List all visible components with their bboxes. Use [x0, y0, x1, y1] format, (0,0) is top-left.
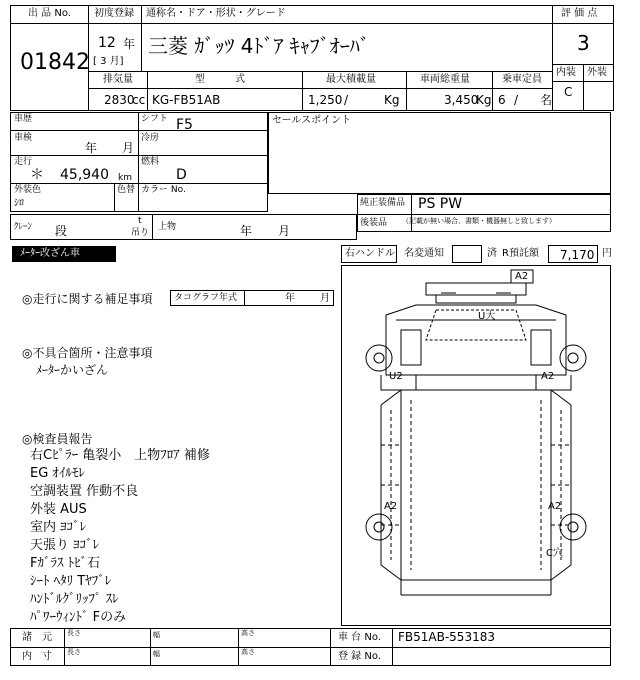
reg-year: 12: [98, 35, 116, 51]
gross-weight-unit: Kg: [476, 93, 492, 107]
mileage-unit: km: [118, 173, 132, 183]
crane-label: ｸﾚｰﾝ: [14, 222, 33, 232]
inspector-line: 室内 ﾖｺﾞﾚ: [30, 520, 87, 535]
name-label: 通称名・ドア・形状・グレード: [146, 8, 286, 19]
meter-tamper-text: ﾒｰﾀｰ改ざん車: [20, 248, 80, 259]
inspector-line: EG ｵｲﾙﾓﾚ: [30, 466, 85, 481]
body-label: 上物: [158, 222, 177, 232]
color-code-label: カラー No.: [141, 185, 186, 195]
chassis-number: FB51AB-553183: [398, 630, 495, 644]
grade-label: 評 価 点: [561, 8, 598, 19]
tachograph-year-unit: 年: [285, 293, 295, 304]
exterior-label: 外装: [587, 67, 607, 78]
inspection-year-unit: 年: [85, 141, 98, 155]
height-label: 高さ: [241, 629, 255, 637]
inspector-line: 天張り ﾖｺﾞﾚ: [30, 538, 100, 553]
interior-grade: C: [564, 85, 573, 99]
mileage-prefix: ＊: [30, 167, 44, 183]
displacement-unit: cc: [132, 93, 146, 107]
year-unit: 年: [123, 37, 136, 51]
inspection-month-unit: 月: [122, 141, 135, 155]
mileage-label: 走行: [14, 157, 33, 167]
sales-point-label: セールスポイント: [272, 115, 352, 126]
fuel-label: 燃料: [141, 157, 160, 167]
crane-stage-unit: 段: [55, 224, 68, 238]
capacity-sep: /: [344, 93, 349, 107]
body-year-unit: 年: [240, 224, 253, 238]
registration-label: 登 録 No.: [338, 651, 381, 662]
gross-weight-label: 車両総重量: [420, 74, 470, 85]
capacity-unit: Kg: [384, 93, 400, 107]
inspector-line: Fｶﾞﾗｽ ﾄﾋﾞ石: [30, 556, 101, 571]
mark-right-front: A2: [541, 371, 555, 382]
mileage-value: 45,940: [60, 167, 109, 183]
r-tax-value: 7,170: [560, 248, 595, 262]
capacity-label: 最大積載量: [326, 74, 376, 85]
reg-month: [ 3 月]: [93, 56, 124, 67]
truck-diagram: [341, 265, 611, 626]
ext-color-value: ｼﾛ: [14, 198, 24, 209]
shift-label: シフト: [141, 114, 169, 124]
inspector-heading: ◎検査員報告: [22, 432, 93, 446]
model-value: KG-FB51AB: [152, 93, 221, 107]
aircon-label: 冷房: [141, 133, 160, 143]
inner-width-label: 幅: [153, 650, 160, 658]
history-label: 車歴: [14, 114, 33, 124]
inspector-line: ﾊﾟﾜｰｳｨﾝﾄﾞ Fのみ: [30, 610, 127, 625]
factory-options-label: 純正装備品: [360, 198, 406, 208]
mark-left-rear: A2: [384, 501, 398, 512]
body-month-unit: 月: [278, 224, 291, 238]
passengers-sep: /: [514, 93, 519, 107]
aftermarket-note: （記載が無い場合、書類・機器無しと致します）: [402, 217, 556, 225]
inspector-line: 空調装置 作動不良: [30, 484, 139, 499]
grade-value: 3: [577, 31, 590, 55]
inspector-line: ｼｰﾄ ﾍﾀﾘ Tﾔﾌﾞﾚ: [30, 574, 112, 589]
reg-label: 初度登録: [94, 8, 134, 19]
r-tax-unit: 円: [602, 248, 612, 259]
title-notice-label: 名変通知: [404, 248, 444, 259]
width-label: 幅: [153, 631, 160, 639]
r-tax-label: R預託額: [502, 248, 539, 259]
inner-height-label: 高さ: [241, 648, 255, 656]
mark-right-rear: A2: [548, 501, 562, 512]
mark-c-hole: C穴: [546, 548, 563, 559]
tachograph-label: タコグラフ年式: [174, 293, 238, 303]
length-label: 長さ: [67, 629, 81, 637]
displacement-label: 排気量: [103, 74, 133, 85]
crane-ton-unit: t: [138, 216, 142, 226]
inspector-line: 外装 AUS: [30, 502, 87, 517]
mark-upper: U大: [478, 311, 496, 322]
lot-number: 01842: [20, 50, 90, 75]
inspector-line: ﾊﾝﾄﾞﾙｸﾞﾘｯﾌﾟ ｽﾚ: [30, 592, 119, 607]
passengers-value: 6: [498, 93, 506, 107]
fuel-value: D: [176, 167, 187, 183]
defects-heading: ◎不具合箇所・注意事項: [22, 346, 153, 360]
inspector-line: 右Cﾋﾟﾗｰ 亀裂小 上物ﾌﾛｱ 補修: [30, 448, 210, 463]
inner-label: 内 寸: [22, 651, 52, 662]
meter-tamper-badge: [12, 246, 116, 262]
car-name: 三菱 ｶﾞｯﾂ 4ﾄﾞｱ ｷｬﾌﾞｵｰﾊﾞ: [148, 34, 370, 58]
aftermarket-label: 後装品: [360, 218, 388, 228]
right-hand-label: 右ハンドル: [345, 248, 395, 259]
title-notice-sep: 済: [487, 248, 497, 259]
info-frame: [10, 112, 268, 212]
mark-left-front: U2: [389, 371, 403, 382]
capacity-value: 1,250: [308, 93, 343, 107]
passengers-label: 乗車定員: [502, 74, 542, 85]
mark-top: A2: [515, 271, 529, 282]
driving-heading: ◎走行に関する補足事項: [22, 292, 153, 306]
ext-color-label: 外装色: [14, 185, 42, 195]
shift-value: F5: [176, 117, 193, 133]
factory-options-value: PS PW: [418, 196, 463, 212]
displacement-value: 2830: [104, 93, 135, 107]
color-no-label: 色替: [117, 185, 136, 195]
chassis-label: 車 台 No.: [338, 632, 381, 643]
interior-label: 内装: [556, 67, 576, 78]
crane-hang-label: 吊り: [131, 228, 150, 238]
dims-label: 諸 元: [22, 632, 52, 643]
passengers-unit: 名: [540, 93, 553, 107]
lot-label: 出 品 No.: [28, 8, 71, 19]
model-label: 型 式: [195, 74, 245, 85]
title-notice-box: [452, 245, 482, 263]
inspection-label: 車検: [14, 133, 33, 143]
inner-length-label: 長さ: [67, 648, 81, 656]
defect-line: ﾒｰﾀｰかいざん: [36, 363, 109, 377]
tachograph-month-unit: 月: [320, 293, 330, 304]
gross-weight-value: 3,450: [444, 93, 479, 107]
